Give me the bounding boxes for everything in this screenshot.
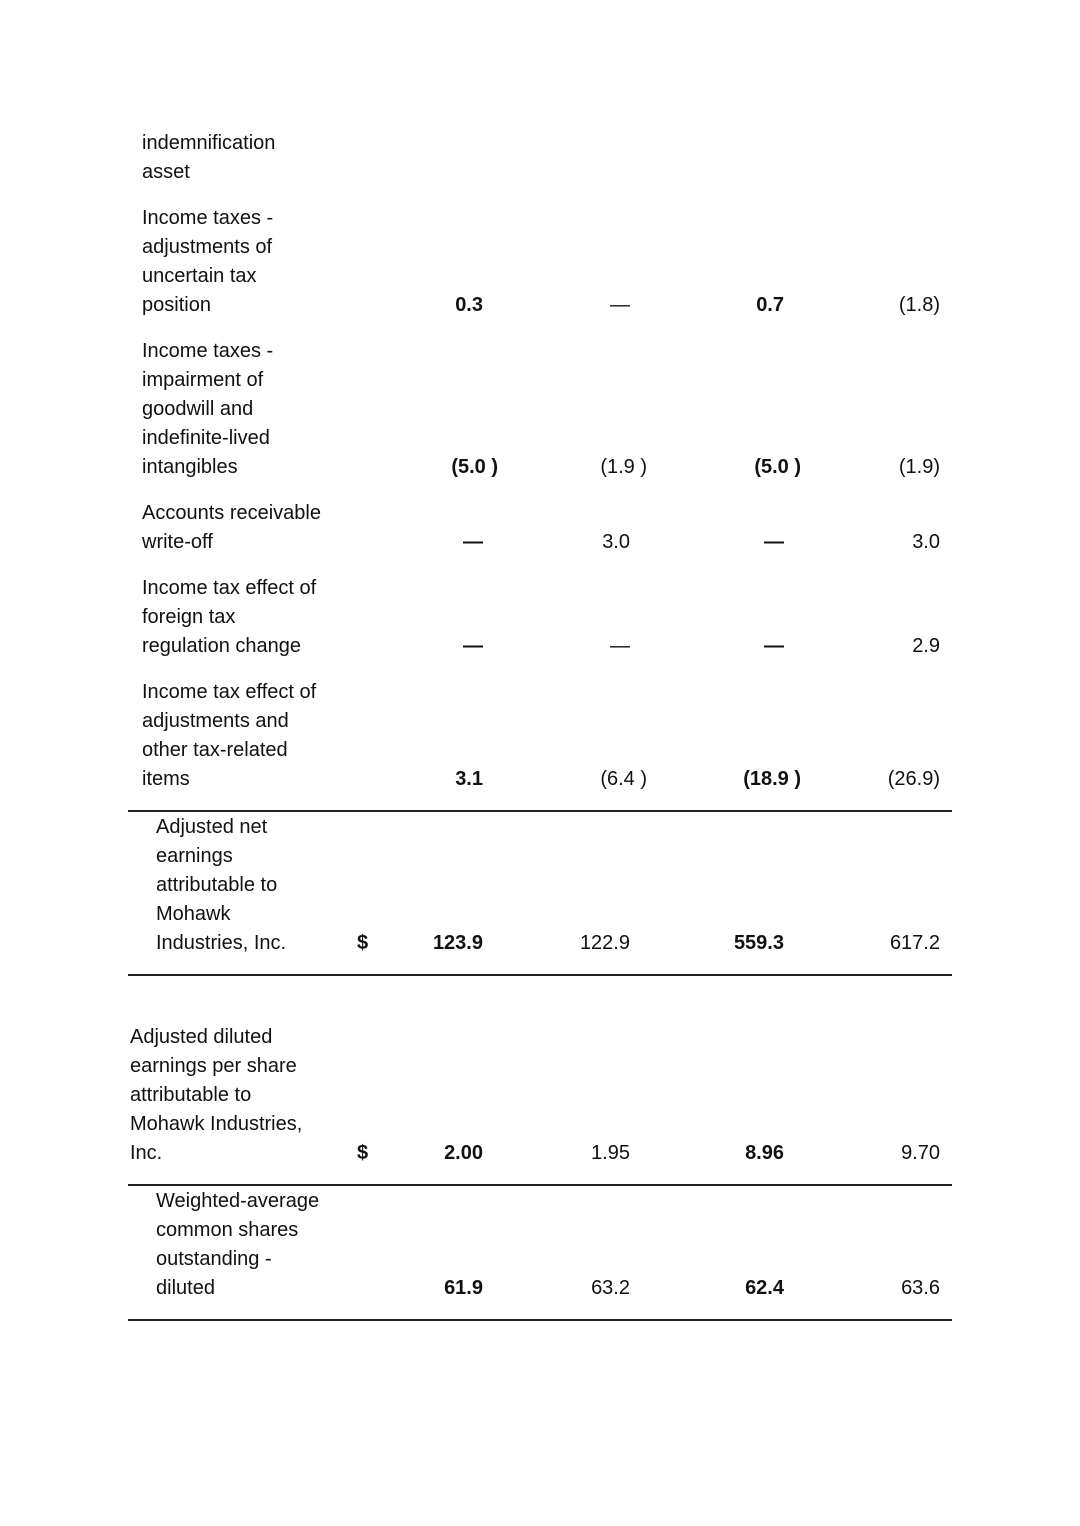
table-rule (128, 974, 952, 976)
cell-value: 8.96 (745, 1142, 784, 1164)
row-label: Weighted-average common shares outstanding - diluted (156, 1190, 320, 1299)
row-label: Income taxes - adjustments of uncertain tax position (142, 207, 274, 316)
cell-value: 3.0 (602, 531, 630, 553)
cell-value: 1.95 (591, 1142, 630, 1164)
cell-value: — (610, 294, 630, 316)
cell-value: 3.1 (455, 768, 483, 790)
cell-value: 122.9 (579, 932, 630, 954)
cell-value: 123.9 (432, 932, 483, 954)
table-rule (128, 1319, 952, 1321)
cell-value: (18.9 ) (743, 768, 801, 790)
cell-value: (26.9) (887, 768, 940, 790)
cell-value: 9.70 (901, 1142, 940, 1164)
row-label: Adjusted net earnings attributable to Mohawk Industries, Inc. (156, 816, 287, 954)
cell-value: 3.0 (912, 531, 940, 553)
cell-value: 62.4 (745, 1277, 784, 1299)
row-label: Income taxes - impairment of goodwill and indefinite-lived intangibles (142, 340, 274, 478)
currency-symbol: $ (357, 932, 369, 954)
cell-value: (1.9) (898, 456, 940, 478)
cell-value: (6.4 ) (600, 768, 647, 790)
row-label: Income tax effect of foreign tax regulation change (142, 577, 317, 657)
cell-value: 0.3 (455, 294, 483, 316)
cell-value: 2.00 (444, 1142, 483, 1164)
cell-value: — (610, 635, 630, 657)
currency-symbol: $ (357, 1142, 369, 1164)
cell-value: 0.7 (756, 294, 784, 316)
cell-value: 617.2 (889, 932, 940, 954)
cell-value: (5.0 ) (754, 456, 801, 478)
table-rule (128, 1184, 952, 1186)
cell-value: (5.0 ) (451, 456, 498, 478)
table-rule (128, 810, 952, 812)
row-label: indemnification asset (142, 132, 276, 183)
cell-value: (1.9 ) (600, 456, 647, 478)
cell-value: 63.2 (591, 1277, 630, 1299)
cell-value: 2.9 (912, 635, 940, 657)
cell-value: — (463, 635, 483, 657)
cell-value: 559.3 (733, 932, 784, 954)
row-label: Income tax effect of adjustments and other tax-related items (142, 681, 317, 790)
cell-value: — (764, 531, 784, 553)
row-label: Adjusted diluted earnings per share attributable to Mohawk Industries, Inc. (130, 1026, 303, 1164)
cell-value: — (463, 531, 483, 553)
cell-value: 63.6 (901, 1277, 940, 1299)
cell-value: (1.8) (898, 294, 940, 316)
row-label: Accounts receivable write-off (142, 502, 321, 553)
cell-value: — (764, 635, 784, 657)
cell-value: 61.9 (444, 1277, 483, 1299)
